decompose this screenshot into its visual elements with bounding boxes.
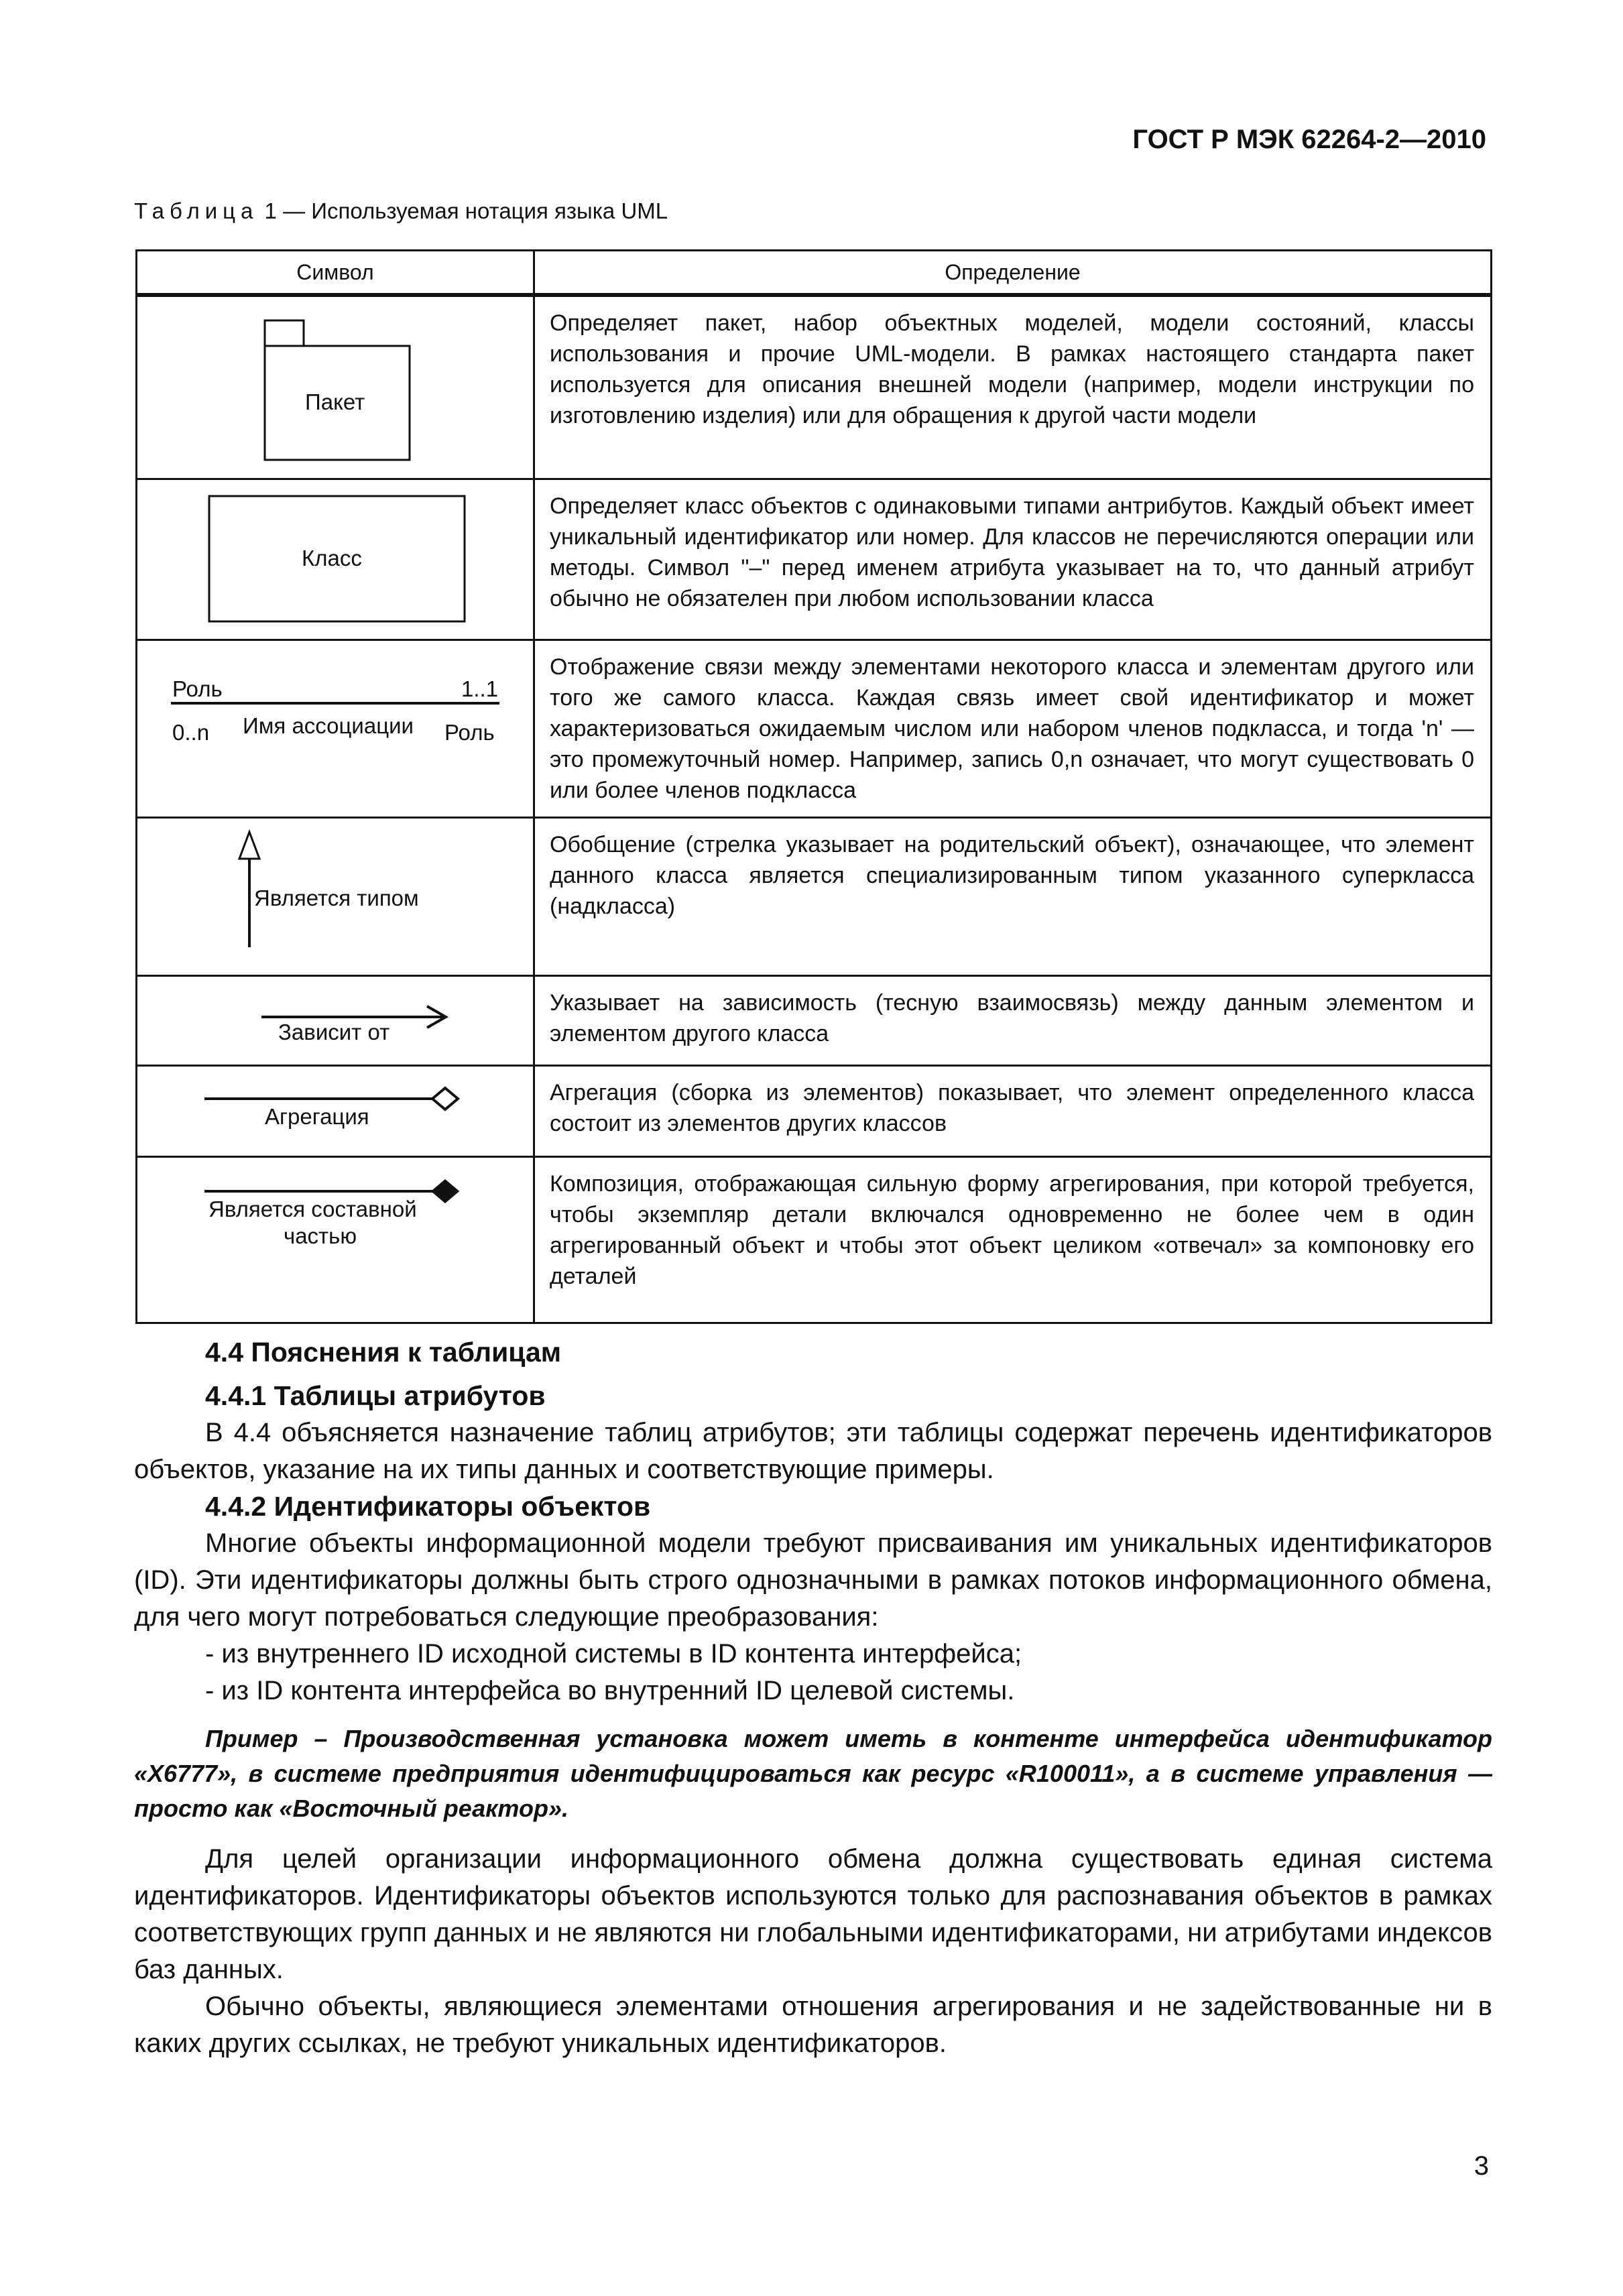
composition-definition: Композиция, отображающая сильную форму агрегирования, при которой требуется, чтобы экземпляр детали включался одновременно не более чем в один агрегированный объект и чтобы этот объект целиком «отвечал» за компоновку его деталей bbox=[534, 1156, 1492, 1323]
table-row bbox=[137, 817, 1492, 975]
paragraph-4-4-1: В 4.4 объясняется назначение таблиц атрибутов; эти таблицы содержат перечень идентификаторов объектов, указание на их типы данных и соответствующие примеры. bbox=[134, 1418, 1492, 1484]
class-definition: Определяет класс объектов с одинаковыми типами антрибутов. Каждый объект имеет уникальный идентификатор или номер. Для классов не перечисляются операции или методы. Символ "–" перед именем атрибута указывает на то, что данный атрибут обычно не обязателен при любом использовании класса bbox=[534, 479, 1492, 640]
generalization-label: Является типом bbox=[254, 885, 419, 910]
table-caption-rest: 1 — Используемая нотация языка UML bbox=[258, 198, 668, 223]
table-row bbox=[137, 975, 1492, 1065]
association-role-right: Роль bbox=[444, 719, 495, 745]
list-item: - из внутреннего ID исходной системы в ID контента интерфейса; bbox=[205, 1639, 1022, 1669]
list-item: - из ID контента интерфейса во внутренний ID целевой системы. bbox=[205, 1676, 1015, 1705]
dependency-label: Зависит от bbox=[278, 1019, 390, 1044]
example-note: Пример – Производственная установка может иметь в контенте интерфейса идентификатор «X6777», в системе предприятия идентифицироваться как ресурс «R100011», а в системе управления — просто как «Восточный реактор». bbox=[134, 1725, 1492, 1822]
dependency-definition: Указывает на зависимость (тесную взаимосвязь) между данным элементом и элементом другого класса bbox=[534, 975, 1492, 1065]
table-row bbox=[137, 479, 1492, 640]
dependency-symbol-cell bbox=[137, 975, 534, 1065]
paragraph-aggregation-objects: Обычно объекты, являющиеся элементами отношения агрегирования и не задействованные ни в каких других ссылках, не требуют уникальных идентификаторов. bbox=[134, 1992, 1492, 2058]
paragraph-4-4-2: Многие объекты информационной модели требуют присваивания им уникальных идентификаторов (ID). Эти идентификаторы должны быть строго однозначными в рамках потоков информационного обмена, для чего могут потребоваться следующие преобразования: bbox=[134, 1528, 1492, 1632]
package-definition: Определяет пакет, набор объектных моделей, модели состояний, классы использования и прочие UML-модели. В рамках настоящего стандарта пакет используется для описания внешней модели (например, модели инструкции по изготовлению изделия) или для обращения к другой части модели bbox=[534, 295, 1492, 479]
table-header-row bbox=[137, 251, 1492, 296]
association-name: Имя ассоциации bbox=[243, 713, 414, 738]
generalization-definition: Обобщение (стрелка указывает на родительский объект), означающее, что элемент данного класса является специализированным типом указанного суперкласса (надкласса) bbox=[534, 817, 1492, 975]
aggregation-definition: Агрегация (сборка из элементов) показывает, что элемент определенного класса состоит из элементов других классов bbox=[534, 1065, 1492, 1156]
association-symbol-cell bbox=[137, 640, 534, 817]
package-symbol-cell bbox=[137, 295, 534, 479]
explanations-section bbox=[134, 1334, 1492, 2062]
table-caption-prefix: Таблица bbox=[134, 198, 259, 223]
aggregation-label: Агрегация bbox=[265, 1103, 369, 1129]
column-header-symbol: Символ bbox=[137, 251, 534, 296]
association-definition: Отображение связи между элементами некоторого класса и элементам другого или того же самого класса. Каждая связь имеет свой идентификатор и может характеризоваться ожидаемым числом или набором членов подкласса, и тогда 'n' — это промежуточный номер. Например, запись 0,n означает, что могут существовать 0 или более членов подкласса bbox=[534, 640, 1492, 817]
heading-4-4-1: 4.4.1 Таблицы атрибутов bbox=[205, 1380, 546, 1411]
aggregation-symbol-cell bbox=[137, 1065, 534, 1156]
page-number: 3 bbox=[1474, 2151, 1489, 2181]
class-label: Класс bbox=[302, 545, 362, 570]
uml-notation-table bbox=[135, 249, 1492, 1324]
association-multiplicity-right: 1..1 bbox=[461, 676, 499, 701]
package-label: Пакет bbox=[305, 389, 365, 414]
table-caption bbox=[134, 198, 668, 224]
composition-symbol-cell bbox=[137, 1156, 534, 1323]
association-role-left: Роль bbox=[172, 676, 223, 701]
table-row bbox=[137, 640, 1492, 817]
column-header-definition: Определение bbox=[534, 251, 1492, 296]
association-multiplicity-left: 0..n bbox=[172, 719, 210, 745]
composition-label-line-1: Является составной bbox=[208, 1196, 417, 1221]
table-row bbox=[137, 1156, 1492, 1323]
package-icon bbox=[137, 297, 533, 481]
table-row bbox=[137, 295, 1492, 479]
generalization-symbol-cell bbox=[137, 817, 534, 975]
heading-4-4-2: 4.4.2 Идентификаторы объектов bbox=[205, 1491, 651, 1522]
class-symbol-cell bbox=[137, 479, 534, 640]
composition-label-line-2: частью bbox=[284, 1223, 357, 1248]
paragraph-identification-system: Для целей организации информационного обмена должна существовать единая система идентификаторов. Идентификаторы объектов используются только для распознавания объектов в рамках соответствующих групп данных и не являются ни глобальными идентификаторами, ни атрибутами индексов баз данных. bbox=[134, 1844, 1492, 1984]
document-code: ГОСТ Р МЭК 62264-2—2010 bbox=[1132, 125, 1486, 154]
table-row bbox=[137, 1065, 1492, 1156]
heading-4-4: 4.4 Пояснения к таблицам bbox=[205, 1337, 562, 1368]
